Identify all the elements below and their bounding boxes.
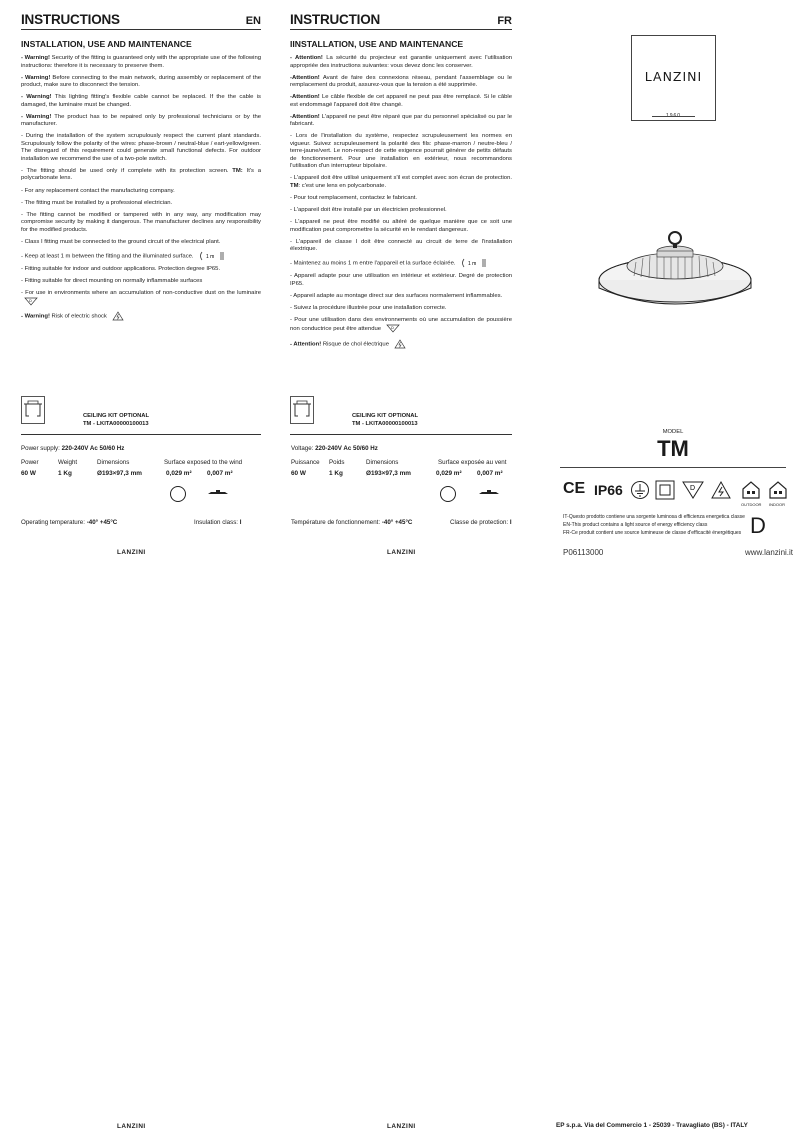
electric-shock-icon: [710, 480, 732, 500]
paragraph: -Attention! L'appareil ne peut être réparé que par du personnel spécialisé ou par le fabricant.: [290, 113, 512, 128]
paragraph: - During the installation of the system scrupulously respect the current plant standards. Scrupulously follow the polarity of the wires: phase-brown / neutral-blue / eart-yellow/green. The disregard of this requirement could generate small functional defects. For outdoor installation we recommend the use of a two-pole switch.: [21, 133, 261, 162]
ce-mark: CE: [563, 480, 586, 497]
svg-text:1 m: 1 m: [468, 261, 477, 268]
side-view-icon: [206, 488, 230, 498]
brand-footer: LANZINI: [387, 1123, 416, 1130]
insulation-class-en: Insulation class: I: [194, 519, 242, 526]
paragraph: - Attention! La sécurité du projecteur est garantie uniquement avec l'utilisation appropriée des instructions suivantes: vous devez donc les conserver.: [290, 55, 512, 69]
header-fr: [290, 12, 512, 30]
paragraph: - Pour une utilisation dans des environnements où une accumulation de poussière non conductrice peut être attendue D: [290, 316, 512, 333]
energy-text-en: EN-This product contains a light source of energy efficiency class: [563, 522, 708, 528]
top-view-circle-icon: [169, 485, 187, 503]
spec-value: 0,007 m²: [207, 470, 233, 477]
spec-value: Ø193×97,3 mm: [97, 470, 142, 477]
paragraph: - For any replacement contact the manufacturing company.: [21, 187, 175, 194]
outdoor-icon: [740, 480, 762, 500]
ceiling-kit-fr: [290, 396, 512, 435]
instructions-fr: [290, 12, 512, 353]
svg-text:1 m: 1 m: [206, 253, 215, 260]
paragraph: - Pour tout remplacement, contactez le fabricant.: [290, 195, 418, 202]
spec-value: 0,029 m²: [436, 470, 462, 477]
spec-label: Dimensions: [97, 459, 130, 466]
paragraph: - Attention! Risque de chol électrique: [290, 339, 512, 349]
side-view-icon: [477, 488, 501, 498]
operating-temperature-en: Operating temperature: -40° +45°C: [21, 519, 118, 526]
paragraph: - Fitting suitable for indoor and outdoor applications. Protection degree IP65.: [21, 265, 221, 272]
section-title-en: INSTALLATION, USE AND MAINTENANCE: [21, 39, 192, 49]
spec-label: Poids: [329, 459, 345, 466]
spec-value: 0,029 m²: [166, 470, 192, 477]
spec-label: Puissance: [291, 459, 320, 466]
spec-label: Surface exposée au vent: [438, 459, 507, 466]
indoor-icon: [767, 480, 789, 500]
ceiling-kit-icon: [290, 396, 314, 424]
electric-shock-icon: [394, 339, 406, 349]
paragraph: - Warning! Security of the fitting is guaranteed only with the appropriate use of the following instructions: therefore it is necessary to preserve them.: [21, 55, 261, 69]
paragraph: - L'appareil ne peut être modifié ou altéré de quelque manière que ce soit une modification peut compromettre la sécurité en le rendant dangereux.: [290, 219, 512, 233]
logo-year: 1960: [665, 113, 682, 119]
paragraph: -Attention! Avant de faire des connexions réseau, pendant l'assemblage ou le remplacement du produit, assurez-vous que la tension a été supprimée.: [290, 74, 512, 89]
brand-logo: [631, 35, 716, 121]
protection-class-fr: Classe de protection: I: [450, 519, 512, 526]
header-lang-en: EN: [245, 15, 261, 27]
paragraph: - Warning! The product has to be repaired only by professional technicians or by the manufacturer.: [21, 113, 262, 128]
svg-text:D: D: [29, 299, 32, 304]
one-meter-distance-icon: [198, 251, 226, 261]
dust-warning-icon: [24, 297, 38, 306]
class-two-icon: [655, 480, 675, 500]
company-address: EP s.p.a. Via del Commercio 1 - 25039 - Travagliato (BS) - ITALY: [556, 1122, 748, 1129]
paragraph: - Warning! Risk of electric shock: [21, 311, 261, 321]
voltage-fr: Voltage: 220-240V Ac 50/60 Hz: [291, 445, 378, 452]
paragraph: - Keep at least 1 m between the fitting and the illuminated surface. 1 m: [21, 251, 261, 261]
spec-value: 60 W: [291, 470, 306, 477]
paragraph: - Appareil adapte pour une utilisation en intérieur et extérieur. Degré de protection IP65.: [290, 273, 512, 287]
paragraph: - Lors de l'installation du système, respectez scrupuleusement les normes en vigueur. Suivez scrupuleusement la polarité des fils: phase-marron / neutre-bleu / terre-jaune/vert. Le non-respect de cette exigence pourrait générer de petits défauts de fonctionnement. Pour une installation en extérieur, nous recommandons l'utilisation d'un interrupteur bipolaire.: [290, 133, 512, 170]
spec-label: Surface exposed to the wind: [164, 459, 243, 466]
top-view-circle-icon: [439, 485, 457, 503]
energy-text-fr: FR-Ce produit contient une source lumineuse de classe d'efficacité énergétiques: [563, 530, 742, 536]
header-lang-fr: FR: [497, 15, 512, 27]
header-title-fr: INSTRUCTION: [290, 12, 381, 27]
divider: [560, 467, 786, 468]
header-en: [21, 12, 261, 30]
spec-value: Ø193×97,3 mm: [366, 470, 411, 477]
paragraph: - Maintenez au moins 1 m entre l'appareil et la surface éclairée. 1 m: [290, 258, 512, 268]
electric-shock-icon: [112, 311, 124, 321]
paragraph: - Suivez la procédure illustrée pour une installation correcte.: [290, 304, 447, 311]
outdoor-label: OUTDOOR: [741, 502, 762, 507]
paragraph: - The fitting should be used only if complete with its protection screen. TM: It's a polycarbonate lens.: [21, 167, 261, 182]
spec-value: 60 W: [21, 470, 36, 477]
paragraph: - Appareil adapte au montage direct sur des surfaces normalement inflammables.: [290, 292, 503, 299]
header-title-en: INSTRUCTIONS: [21, 12, 120, 27]
energy-class: D: [750, 513, 766, 538]
ceiling-kit-en: [21, 396, 261, 435]
dust-warning-icon: [681, 480, 705, 500]
power-supply-en: Power supply: 220-240V Ac 50/60 Hz: [21, 445, 125, 452]
paragraph: - L'appareil de classe I doit être connecté au circuit de terre de l'installation élextrique.: [290, 238, 512, 253]
paragraph: - L'appareil doit être utilisé uniquement s'il est complet avec son écran de protection. TM: c'est une lens en polycarbonate.: [290, 175, 512, 189]
spec-label: Power: [21, 459, 39, 466]
website: www.lanzini.it: [745, 548, 794, 557]
operating-temperature-fr: Température de fonctionnement: -40° +45°C: [291, 519, 413, 526]
spec-value: 0,007 m²: [477, 470, 503, 477]
svg-text:D: D: [690, 485, 696, 492]
energy-text-it: IT-Questo prodotto contiene una sorgente luminosa di efficienza energetica classe: [563, 514, 745, 520]
ip-rating: IP66: [594, 482, 623, 498]
model-label: MODEL: [662, 429, 684, 435]
spec-value: 1 Kg: [329, 470, 343, 477]
paragraph: - The fitting cannot be modified or tampered with in any way, any modification may compromise security by making it dangerous. The manufacturer declines any responsibility for the modified products.: [21, 211, 261, 233]
indoor-label: INDOOR: [769, 502, 785, 507]
paragraph: - For use in environments where an accumulation of non-conductive dust on the luminaire D: [21, 290, 261, 307]
one-meter-distance-icon: [460, 258, 488, 268]
spec-label: Dimensions: [366, 459, 399, 466]
model-name: TM: [657, 436, 689, 461]
product-code: P06113000: [563, 548, 604, 557]
paragraph: - Fitting suitable for direct mounting on normally inflammable surfaces: [21, 277, 203, 284]
svg-text:D: D: [390, 326, 394, 331]
kit-text: CEILING KIT OPTIONAL TM - LKITA00000100013: [83, 413, 150, 427]
kit-text: CEILING KIT OPTIONAL TM - LKITA00000100013: [352, 413, 419, 427]
logo-name: LANZINI: [644, 69, 703, 84]
spec-label: Weight: [58, 459, 78, 466]
paragraph: - Warning! This lighting fitting's flexible cable cannot be replaced. If the the cable is damaged, the luminaire must be changed.: [21, 94, 261, 108]
paragraph: - Warning! Before connecting to the main network, during assembly or replacement of the product, make sure to disconnect the tension.: [21, 74, 261, 89]
spec-value: 1 Kg: [58, 470, 72, 477]
dust-warning-icon: [386, 324, 400, 333]
product-image: [596, 228, 754, 318]
ground-icon: [630, 480, 650, 500]
paragraph: - The fitting must be installed by a professional electrician.: [21, 199, 173, 206]
brand-footer: LANZINI: [117, 549, 146, 556]
instructions-en: [21, 12, 261, 326]
ceiling-kit-icon: [21, 396, 45, 424]
brand-footer: LANZINI: [387, 549, 416, 556]
brand-footer: LANZINI: [117, 1123, 146, 1130]
paragraph: - L'appareil doit être installé par un électricien professionnel.: [290, 207, 447, 214]
paragraph: -Attention! Le câble flexible de cet appareil ne peut pas être remplacé. Si le câble est endommagé l'appareil doit être changé.: [290, 94, 512, 108]
paragraph: - Class I fitting must be connected to the ground circuit of the electrical plant.: [21, 238, 221, 245]
section-title-fr: IINSTALLATION, USE AND MAINTENANCE: [290, 39, 464, 49]
